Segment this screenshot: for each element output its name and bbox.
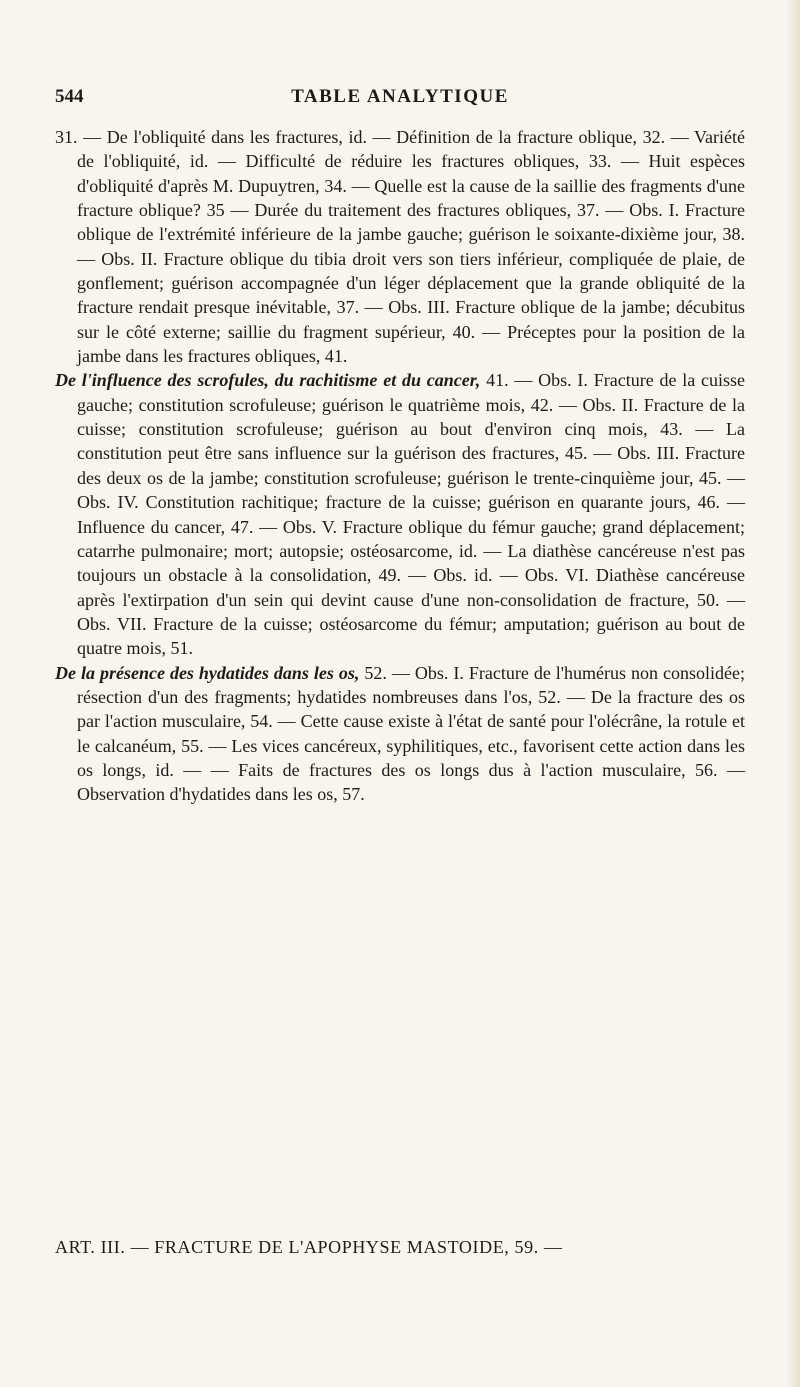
paragraph-hydatids-text: 52. — Obs. I. Fracture de l'humérus non consolidée; résection d'un des fragments; hydatides nombreuses dans l'os, 52. — De la fracture des os par l'action musculaire, 54. — Cette cause existe à l'état de santé pour l'olécrâne, la rotule et le calcanéum, 55. — Les vices cancéreux, syphilitiques, etc., favorisent cette action dans les os longs, id. — — Faits de fractures des os longs dus à l'action musculaire, 56. — Observation d'hydatides dans les os, 57.	[77, 662, 745, 805]
running-title: TABLE ANALYTIQUE	[291, 86, 509, 107]
paragraph-obliquity: 31. — De l'obliquité dans les fractures, id. — Définition de la fracture oblique, 32. — Variété de l'obliquité, id. — Difficulté de réduire les fractures obliques, 33. — Huit espèces d'obliquité d'après M. Dupuytren, 34. — Quelle est la cause de la saillie des fragments d'une fracture oblique? 35 — Durée du traitement des fractures obliques, 37. — Obs. I. Fracture oblique de l'extrémité inférieure de la jambe gauche; guérison le soixante-dixième jour, 38. — Obs. II. Fracture oblique du tibia droit vers son tiers inférieur, compliquée de plaie, de gonflement; guérison accompagnée d'un léger déplacement que la grande obliquité de la fracture rendait presque inévitable, 37. — Obs. III. Fracture oblique de la jambe; décubitus sur le côté externe; saillie du fragment supérieur, 40. — Préceptes pour la position de la jambe dans les fractures obliques, 41.	[55, 127, 745, 367]
article-heading: ART. III. — FRACTURE DE L'APOPHYSE MASTOIDE, 59. —	[55, 1237, 563, 1257]
paragraph-scrofula	[55, 368, 745, 660]
topic-heading-scrofula: De l'influence des scrofules, du rachitisme et du cancer,	[55, 370, 481, 391]
topic-heading-hydatids: De la présence des hydatides dans les os,	[55, 662, 360, 683]
paragraph-scrofula-text: 41. — Obs. I. Fracture de la cuisse gauche; constitution scrofuleuse; guérison le quatrième mois, 42. — Obs. II. Fracture de la cuisse; constitution scrofuleuse; guérison au bout d'environ cinq mois, 43. — La constitution peut être sans influence sur la guérison des fractures, 45. — Obs. III. Fracture des deux os de la jambe; constitution scrofuleuse; guérison le trente-cinquième jour, 45. — Obs. IV. Constitution rachitique; fracture de la cuisse; guérison en quarante jours, 46. — Influence du cancer, 47. — Obs. V. Fracture oblique du fémur gauche; grand déplacement; catarrhe pulmonaire; mort; autopsie; ostéosarcome, id. — La diathèse cancéreuse n'est pas toujours un obstacle à la consolidation, 49. — Obs. id. — Obs. VI. Diathèse cancéreuse après l'extirpation d'un sein qui devint cause d'une non-consolidation de fracture, 50. — Obs. VII. Fracture de la cuisse; ostéosarcome du fémur; amputation; guérison au bout de quatre mois, 51.	[77, 370, 746, 659]
page-number: 544	[55, 86, 84, 107]
page-header	[55, 86, 745, 116]
index-body	[55, 125, 745, 807]
page-edge-shadow	[786, 0, 800, 1387]
paragraph-hydatids	[55, 661, 745, 807]
